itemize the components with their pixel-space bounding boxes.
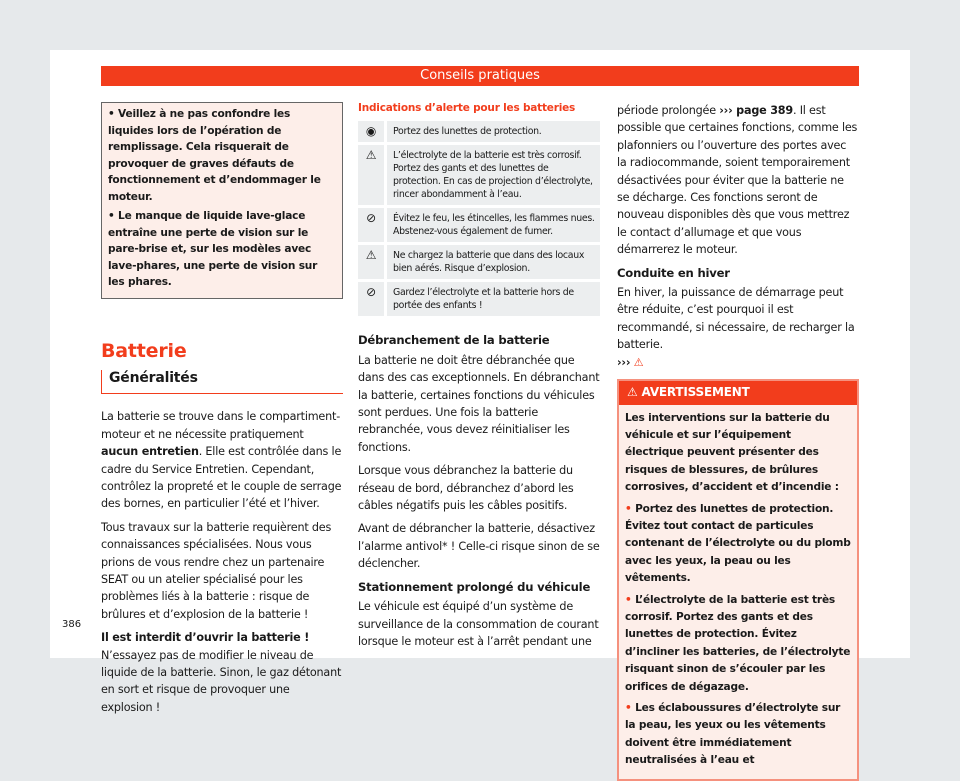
table-row — [358, 245, 600, 279]
heading: Conduite en hiver — [617, 265, 730, 280]
paragraph: Tous travaux sur la batterie requièrent des connaissances spécialisées. Nous vous prions de vous rendre chez un partenaire SEAT ou un atelier spécialisé pour les problèmes liés à la batterie : risque de brûlures et d’explosion de la batterie ! — [101, 520, 332, 621]
emphasis: aucun entretien — [101, 445, 199, 459]
paragraph: Avant de débrancher la batterie, désactivez l’alarme antivol* ! Celle-ci risque sinon de se déclencher. — [358, 522, 600, 571]
explosion-warning-icon: ⚠ — [358, 245, 387, 279]
warning-icon: ⚠ — [627, 385, 638, 400]
bullet-icon: • — [625, 702, 636, 714]
page-header: Conseils pratiques — [101, 66, 859, 86]
warning-header — [619, 381, 857, 404]
text: Les éclaboussures d’électrolyte sur la peau, les yeux ou les vêtements doivent être immédiatement neutralisées à l’eau et — [625, 702, 841, 767]
text: . Elle est contrôlée dans le cadre du Service Entretien. Cependant, contrôlez la propreté et le couple de serrage des bornes, en particulier l’été et l’hiver. — [101, 445, 342, 511]
text: N’essayez pas de modifier le niveau de liquide de la batterie. Sinon, le gaz détonant en sort et risque de provoquer une explosion ! — [101, 648, 342, 714]
table-title: Indications d’alerte pour les batteries — [358, 102, 576, 114]
keep-away-children-icon: ⊘ — [358, 282, 387, 316]
right-column — [617, 102, 859, 781]
goggles-icon: ◉ — [358, 121, 387, 142]
text: Portez des lunettes de protection. Évitez tout contact de particules contenant de l’électrolyte ou du plomb avec les yeux, la peau ou les vêtements. — [625, 502, 851, 585]
warning-link[interactable]: ››› — [617, 355, 631, 369]
warning-icon: ⚠ — [633, 355, 644, 369]
table-row — [358, 208, 600, 242]
no-fire-icon: ⊘ — [358, 208, 387, 242]
row-text: Évitez le feu, les étincelles, les flammes nues. Abstenez-vous également de fumer. — [393, 213, 595, 238]
note-item: • Le manque de liquide lave-glace entraîne une perte de vision sur le pare-brise et, sur les modèles avec lave-phares, une perte de vision sur les phares. — [108, 210, 318, 288]
bullet-icon: • — [625, 593, 636, 606]
warning-item — [625, 592, 851, 696]
table-row — [358, 145, 600, 205]
bullet-icon: • — [625, 502, 636, 515]
text: . Il est possible que certaines fonctions, comme les plafonniers ou l’ouverture des portes avec la radiocommande, soient temporairement désactivées pour éviter que la batterie ne se décharge. Ces fonctions seront de nouveau disponibles dès que vous mettrez le contact d’allumage et que vous démarrerez le moteur. — [617, 104, 858, 257]
paragraph: Le véhicule est équipé d’un système de surveillance de la consommation de courant lorsque le moteur est à l’arrêt pendant une — [358, 600, 599, 648]
section-title: Batterie — [101, 339, 187, 362]
paragraph — [617, 284, 859, 371]
row-text: Portez des lunettes de protection. — [393, 126, 542, 138]
warning-box — [617, 379, 859, 781]
row-text: Ne chargez la batterie que dans des locaux bien aérés. Risque d’explosion. — [393, 250, 585, 275]
table-row — [358, 282, 600, 316]
paragraph — [101, 408, 343, 512]
row-text: L’électrolyte de la batterie est très corrosif. Portez des gants et des lunettes de protection. En cas de projection d’électrolyte, rincer abondamment à l’eau. — [393, 150, 593, 201]
emphasis: Il est interdit d’ouvrir la batterie ! — [101, 631, 310, 645]
corrosive-warning-icon: ⚠ — [358, 145, 387, 205]
text: La batterie se trouve dans le compartiment-moteur et ne nécessite pratiquement — [101, 410, 341, 441]
left-column — [101, 102, 343, 722]
middle-column — [358, 102, 600, 656]
text: période prolongée — [617, 104, 720, 117]
text: En hiver, la puissance de démarrage peut être réduite, c’est pourquoi il est recommandé, si nécessaire, de recharger la batterie. — [617, 286, 855, 352]
text: L’électrolyte de la batterie est très corrosif. Portez des gants et des lunettes de protection. Évitez d’incliner les batteries, de l’électrolyte risquant sinon de s’écouler par les orifices de dégazage. — [625, 593, 851, 693]
heading: Débranchement de la batterie — [358, 333, 550, 348]
warning-intro: Les interventions sur la batterie du véhicule et sur l’équipement électrique peuvent présenter des risques de blessures, de brûlures corrosives, d’accident et d’incendie : — [625, 411, 839, 494]
paragraph — [101, 629, 343, 716]
row-text: Gardez l’électrolyte et la batterie hors de portée des enfants ! — [393, 287, 574, 312]
note-box — [101, 102, 343, 299]
heading: Stationnement prolongé du véhicule — [358, 579, 591, 594]
paragraph: La batterie ne doit être débranchée que dans des cas exceptionnels. En débranchant la batterie, certaines fonctions du véhicules sont perdues. Une fois la batterie rebranchée, vous devez réinitialiser les fonctions. — [358, 353, 600, 454]
warning-item — [625, 501, 851, 588]
warning-title: AVERTISSEMENT — [641, 385, 750, 400]
note-item: • Veillez à ne pas confondre les liquides lors de l’opération de remplissage. Cela risquerait de provoquer de graves défauts de fonctionnement et d’endommager le moteur. — [108, 108, 321, 203]
page-number: 386 — [62, 619, 82, 630]
warning-item — [625, 700, 851, 770]
table-row — [358, 121, 600, 142]
paragraph — [617, 102, 859, 259]
paragraph: Lorsque vous débranchez la batterie du réseau de bord, débranchez d’abord les câbles négatifs puis les câbles positifs. — [358, 464, 574, 513]
page-link[interactable]: ››› page 389 — [719, 104, 793, 117]
subsection-title: Généralités — [101, 370, 343, 394]
